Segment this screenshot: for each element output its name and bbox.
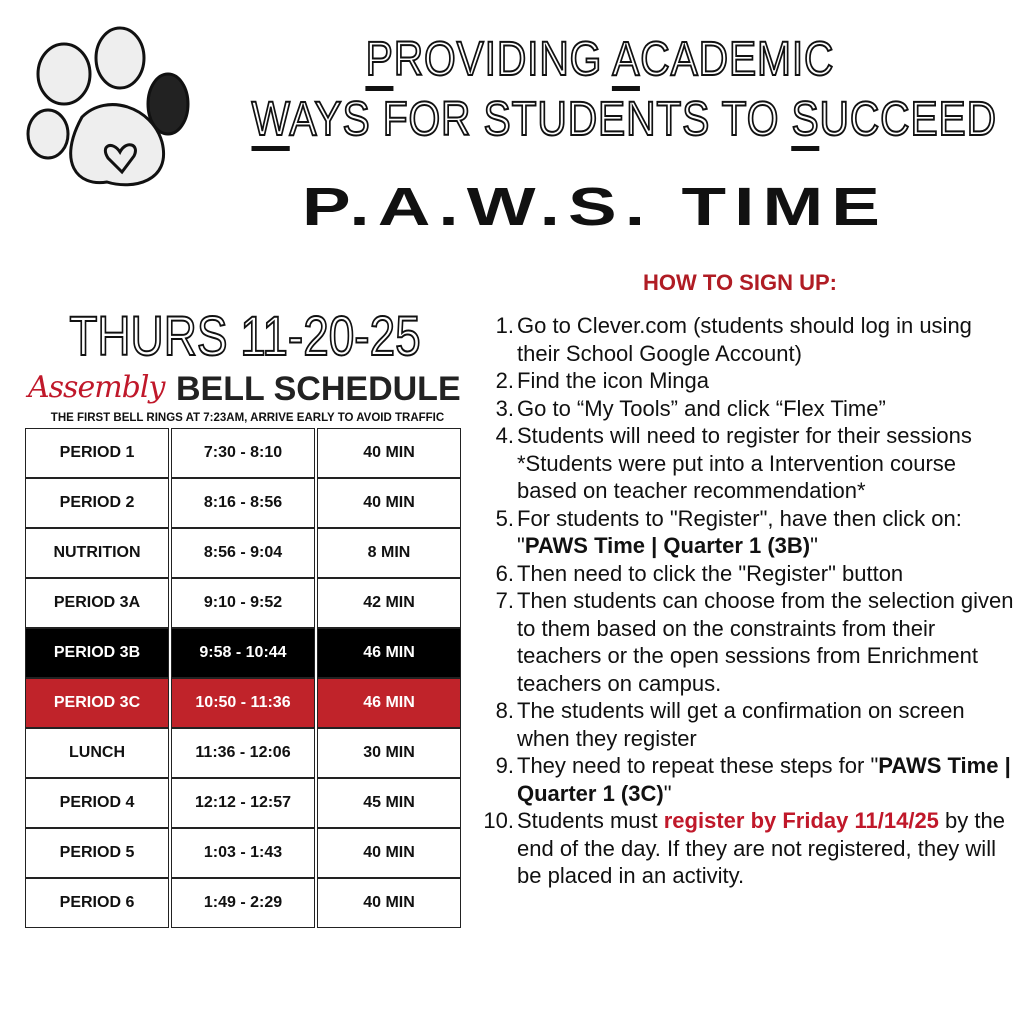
period-time: 11:36 - 12:06 (171, 728, 315, 778)
period-name: PERIOD 5 (25, 828, 169, 878)
header-text: CADEMIC (640, 33, 835, 86)
period-length: 46 MIN (317, 678, 461, 728)
signup-steps (482, 312, 1017, 890)
paws-initial: S (791, 93, 819, 151)
step-text: The students will get a confirmation on screen when they register (517, 698, 965, 751)
step-text: Students will need to register for their sessions *Students were put into a Intervention course based on teacher recommendation* (517, 423, 972, 503)
period-time: 8:56 - 9:04 (171, 528, 315, 578)
step-text: Then students can choose from the selection given to them based on the constraints from their teachers or the open sessions from Enrichment teachers on campus. (517, 588, 1014, 696)
period-name: PERIOD 6 (25, 878, 169, 928)
schedule-row (25, 728, 461, 778)
schedule-row (25, 778, 461, 828)
bell-schedule-table (23, 428, 463, 928)
step-number: 7. (495, 588, 514, 613)
schedule-row (25, 678, 461, 728)
schedule-row (25, 878, 461, 928)
signup-step (482, 807, 1017, 890)
schedule-row (25, 828, 461, 878)
step-number: 4. (495, 423, 514, 448)
period-name: PERIOD 4 (25, 778, 169, 828)
step-text: " (663, 780, 672, 806)
period-time: 9:58 - 10:44 (171, 628, 315, 678)
signup-step (482, 422, 1017, 505)
signup-step (482, 312, 1017, 367)
period-length: 8 MIN (317, 528, 461, 578)
page-title: P.A.W.S. TIME (302, 177, 888, 237)
header-line-1 (252, 32, 949, 88)
header-text: UCCEED (819, 93, 997, 146)
period-time: 10:50 - 11:36 (171, 678, 315, 728)
period-length: 40 MIN (317, 878, 461, 928)
signup-heading: HOW TO SIGN UP: (643, 270, 837, 295)
period-name: PERIOD 3A (25, 578, 169, 628)
schedule-date: THURS 11-20-25 (69, 304, 421, 367)
period-time: 12:12 - 12:57 (171, 778, 315, 828)
step-number: 5. (495, 505, 514, 531)
paw-print-logo (22, 22, 194, 194)
step-number: 8. (495, 698, 514, 723)
signup-step (482, 560, 1017, 588)
step-text: Then need to click the "Register" button (517, 560, 904, 586)
schedule-row (25, 428, 461, 478)
period-name: PERIOD 2 (25, 478, 169, 528)
step-number: 6. (495, 560, 514, 586)
paws-initial: A (612, 33, 640, 91)
first-bell-note: THE FIRST BELL RINGS AT 7:23AM, ARRIVE EARLY TO AVOID TRAFFIC (50, 412, 445, 424)
period-length: 40 MIN (317, 478, 461, 528)
step-number: 1. (495, 313, 514, 338)
step-number: 3. (495, 395, 514, 421)
paws-initial: W (252, 93, 290, 151)
period-name: PERIOD 3C (25, 678, 169, 728)
period-length: 42 MIN (317, 578, 461, 628)
signup-step (482, 395, 1017, 423)
period-length: 30 MIN (317, 728, 461, 778)
step-text: by the end of the day. If they are not registered, they will be placed in an activity. (517, 808, 1005, 888)
period-time: 7:30 - 8:10 (171, 428, 315, 478)
assembly-label: Assembly (28, 370, 165, 405)
period-name: NUTRITION (25, 528, 169, 578)
schedule-row (25, 628, 461, 678)
step-text: Go to Clever.com (students should log in using their School Google Account) (517, 313, 972, 366)
step-text: Go to “My Tools” and click “Flex Time” (517, 395, 886, 421)
step-text: " (810, 533, 818, 558)
period-time: 1:49 - 2:29 (171, 878, 315, 928)
signup-step (482, 752, 1017, 807)
period-length: 40 MIN (317, 428, 461, 478)
period-length: 40 MIN (317, 828, 461, 878)
signup-step (482, 587, 1017, 697)
schedule-row (25, 478, 461, 528)
signup-step (482, 367, 1017, 395)
step-emphasis: PAWS Time | Quarter 1 (3C) (517, 753, 1011, 806)
period-length: 46 MIN (317, 628, 461, 678)
step-text: Students must (517, 808, 664, 833)
step-number: 10. (483, 808, 514, 833)
period-length: 45 MIN (317, 778, 461, 828)
header-text: AYS FOR STUDENTS TO (289, 93, 792, 146)
period-name: LUNCH (25, 728, 169, 778)
step-number: 2. (495, 368, 514, 393)
period-time: 8:16 - 8:56 (171, 478, 315, 528)
header-text: ROVIDING (393, 33, 613, 86)
header-line-2 (251, 92, 997, 148)
period-name: PERIOD 3B (25, 628, 169, 678)
step-deadline: register by Friday 11/14/25 (663, 808, 939, 833)
period-time: 1:03 - 1:43 (171, 828, 315, 878)
step-text: For students to "Register", have then click on: " (517, 505, 962, 558)
paws-initial: P (366, 33, 394, 91)
step-text: They need to repeat these steps for " (517, 753, 879, 778)
period-name: PERIOD 1 (25, 428, 169, 478)
schedule-row (25, 578, 461, 628)
step-emphasis: PAWS Time | Quarter 1 (3B) (524, 533, 811, 558)
signup-step (482, 697, 1017, 752)
bell-schedule-heading: BELL SCHEDULE (176, 370, 461, 408)
schedule-row (25, 528, 461, 578)
signup-step (482, 505, 1017, 560)
step-text: Find the icon Minga (517, 368, 709, 393)
period-time: 9:10 - 9:52 (171, 578, 315, 628)
step-number: 9. (495, 753, 514, 778)
